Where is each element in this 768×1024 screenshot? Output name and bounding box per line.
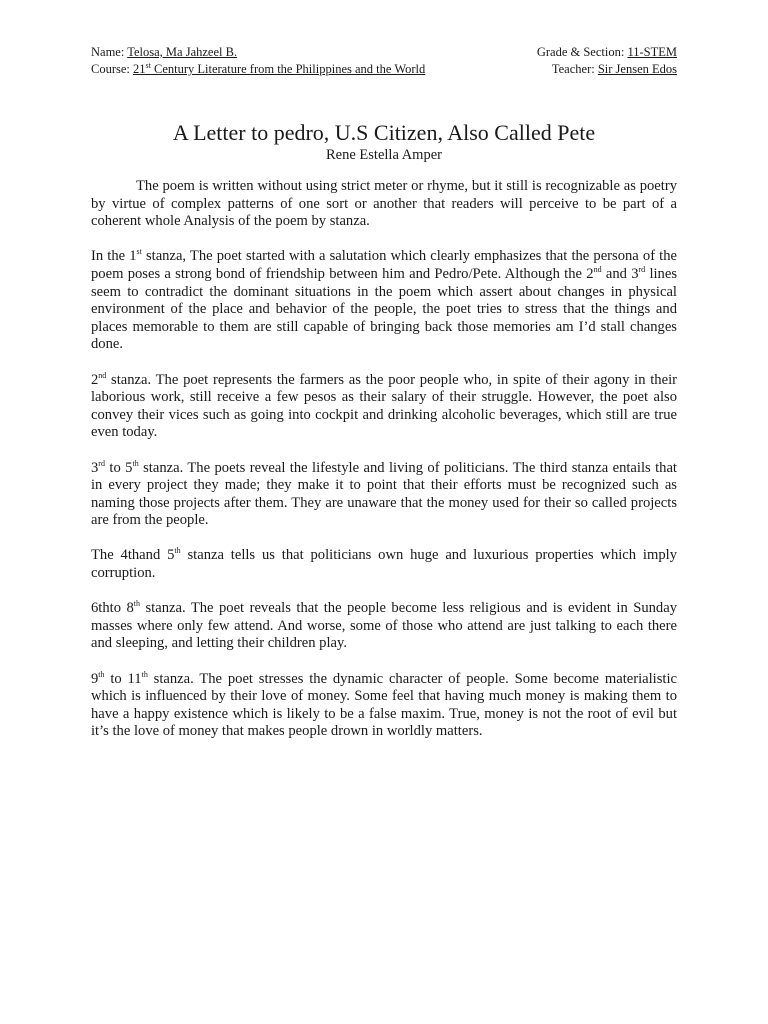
text-run: stanza tells us that politicians own huge and luxurious properties which imply corruption.	[91, 547, 677, 582]
text-run: lines seem to contradict the dominant situations in the poem which assert about changes in physical environment of the place and behavior of the people, the poet tries to stress that the things and places memorable to them are still capable of bringing back those memories am I’d stall changes done.	[91, 265, 678, 353]
document-header	[91, 44, 677, 78]
ordinal-sup: nd	[98, 370, 107, 380]
text-run: to 5	[104, 459, 133, 476]
student-name	[91, 44, 237, 61]
ordinal-sup: th	[133, 599, 141, 609]
teacher	[552, 61, 677, 78]
name-label: Name:	[91, 45, 128, 59]
text-run: stanza. The poet reveals that the people become less religious and is evident in Sunday masses where only few attend. And worse, some of those who attend are just talking to each there and sleeping, and letting their children play.	[91, 600, 677, 652]
text-run: In the 1	[91, 248, 137, 265]
ordinal-sup: th	[132, 458, 139, 468]
teacher-value: Sir Jensen Edos	[597, 62, 677, 76]
header-row-2	[91, 61, 677, 78]
ordinal-sup: nd	[593, 265, 602, 275]
ordinal-sup: th	[98, 669, 105, 679]
text-run: and 3	[601, 265, 639, 282]
text-run: stanza, The poet started with a salutation which clearly emphasizes that the persona of the poem poses a strong bond of friendship between him and Pedro/Pete. Although the 2	[91, 248, 677, 282]
text-run: stanza. The poets reveal the lifestyle and living of politicians. The third stanza entails that in every project they made; they make it to point that their efforts must be recognized such as naming those projects after them. They are unaware that the money used for their so called projects are from the people.	[91, 459, 677, 529]
ordinal-sup: rd	[638, 265, 646, 275]
course-sup: st	[145, 60, 151, 70]
text-run: 2	[91, 371, 99, 388]
ordinal-sup: st	[136, 247, 142, 257]
grade-value: 11-STEM	[627, 45, 677, 59]
course	[91, 61, 425, 78]
paragraph-stanza-1	[91, 248, 677, 354]
text-run: 3	[91, 459, 99, 476]
paragraph-stanza-2	[91, 372, 677, 442]
paragraph-stanza-9-11	[91, 671, 677, 741]
paragraph-intro: The poem is written without using strict meter or rhyme, but it still is recognizable as poetry by virtue of complex patterns of one sort or another that readers will perceive to be part of a coherent whole Analysis of the poem by stanza.	[91, 178, 677, 230]
text-run: The 4thand 5	[91, 547, 175, 564]
text-run: to 11	[104, 670, 142, 687]
text-run: 6thto 8	[91, 600, 134, 617]
course-value	[133, 62, 425, 76]
text-run: stanza. The poet stresses the dynamic character of people. Some become materialistic which is influenced by their love of money. Some feel that having much money is making them to have a happy existence which is likely to be a false maxim. True, money is not the root of evil but it’s the love of money that makes people drown in worldly matters.	[91, 670, 677, 740]
name-value: Telosa, Ma Jahzeel B.	[127, 45, 238, 59]
course-num: 21	[133, 62, 146, 76]
paragraph-stanza-6-8	[91, 600, 677, 653]
course-label: Course:	[91, 62, 134, 76]
ordinal-sup: rd	[98, 458, 105, 468]
paragraph-stanza-4-5	[91, 547, 677, 582]
ordinal-sup: th	[174, 546, 181, 556]
document-body	[91, 178, 677, 741]
ordinal-sup: th	[141, 669, 148, 679]
paragraph-stanza-3-5	[91, 460, 677, 530]
document-author: Rene Estella Amper	[326, 147, 442, 163]
grade-section	[537, 44, 677, 61]
course-rest: Century Literature from the Philippines and the World	[150, 62, 426, 76]
text-run: stanza. The poet represents the farmers as the poor people who, in spite of their agony in their laborious work, still receive a few pesos as their salary of their struggle. However, the poet also convey their vices such as going into cockpit and drinking alcoholic beverages, which still are true even today.	[91, 371, 677, 441]
header-row-1	[91, 44, 677, 61]
text-run: 9	[91, 670, 99, 687]
grade-label: Grade & Section:	[536, 45, 628, 59]
document-title: A Letter to pedro, U.S Citizen, Also Called Pete	[172, 120, 596, 145]
teacher-label: Teacher:	[551, 62, 598, 76]
